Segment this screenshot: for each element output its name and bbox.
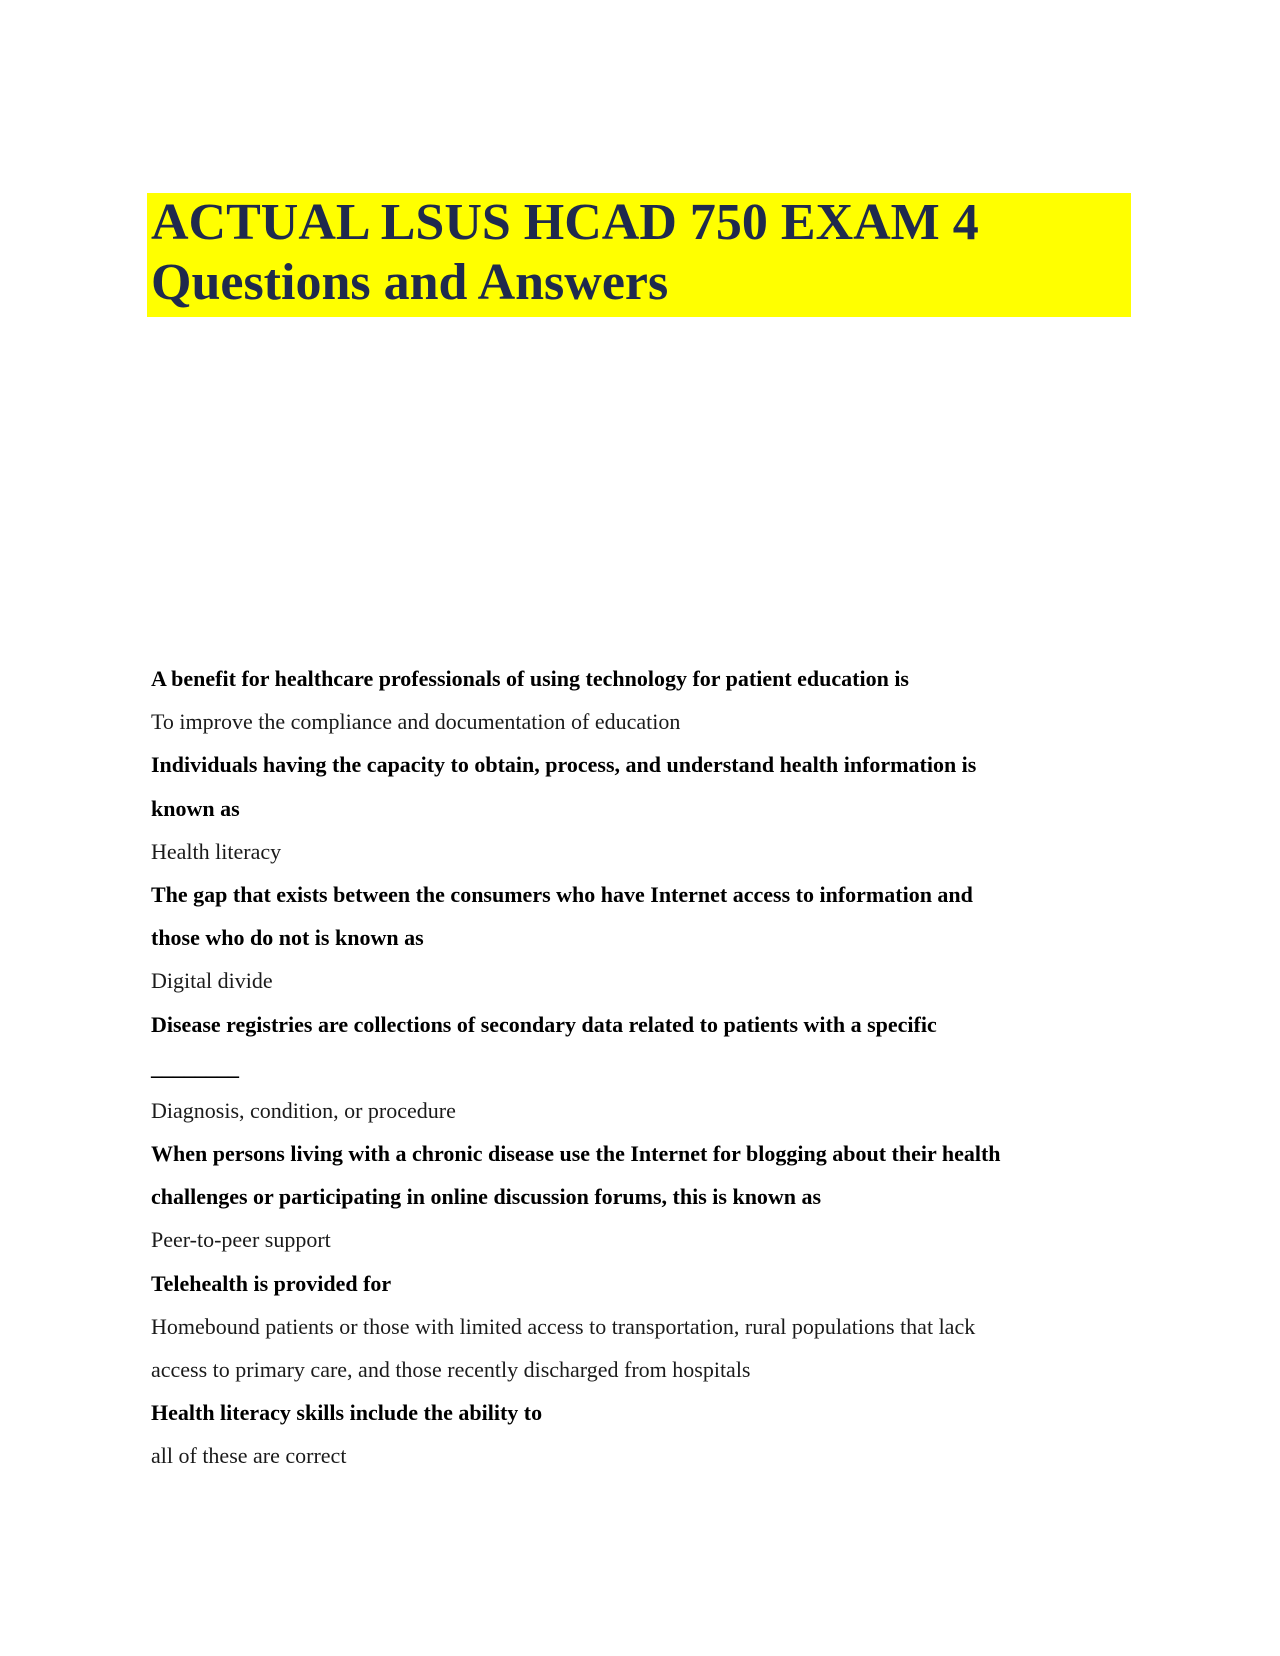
question-6-line-1: Telehealth is provided for — [151, 1270, 392, 1296]
title-highlight — [147, 193, 1131, 317]
answer-1-line-1: To improve the compliance and documentation of education — [151, 709, 681, 735]
question-3-line-2: those who do not is known as — [151, 925, 424, 951]
answer-6-line-1: Homebound patients or those with limited access to transportation, rural populations that lack — [151, 1313, 976, 1339]
document-title-line-1: ACTUAL LSUS HCAD 750 EXAM 4 — [151, 194, 979, 251]
answer-2-line-1: Health literacy — [151, 838, 282, 864]
question-7-line-1: Health literacy skills include the ability to — [151, 1400, 543, 1426]
answer-7-line-1: all of these are correct — [151, 1443, 347, 1469]
question-4-line-2: ________ — [151, 1054, 239, 1080]
question-1-line-1: A benefit for healthcare professionals of using technology for patient education is — [151, 666, 909, 691]
question-4-line-1: Disease registries are collections of secondary data related to patients with a specific — [151, 1011, 937, 1037]
answer-3-line-1: Digital divide — [151, 968, 273, 994]
qa-list — [151, 657, 1141, 1478]
answer-5-line-1: Peer-to-peer support — [151, 1227, 331, 1253]
answer-6-line-2: access to primary care, and those recently discharged from hospitals — [151, 1357, 751, 1382]
question-5-line-1: When persons living with a chronic disease use the Internet for blogging about their health — [151, 1141, 1001, 1167]
document-title-line-2: Questions and Answers — [151, 254, 669, 311]
question-3-line-1: The gap that exists between the consumers who have Internet access to information and — [151, 881, 973, 907]
question-2-line-1: Individuals having the capacity to obtain, process, and understand health information is — [151, 752, 977, 778]
question-5-line-2: challenges or participating in online discussion forums, this is known as — [151, 1184, 822, 1210]
answer-4-line-1: Diagnosis, condition, or procedure — [151, 1097, 456, 1123]
question-2-line-2: known as — [151, 795, 240, 821]
